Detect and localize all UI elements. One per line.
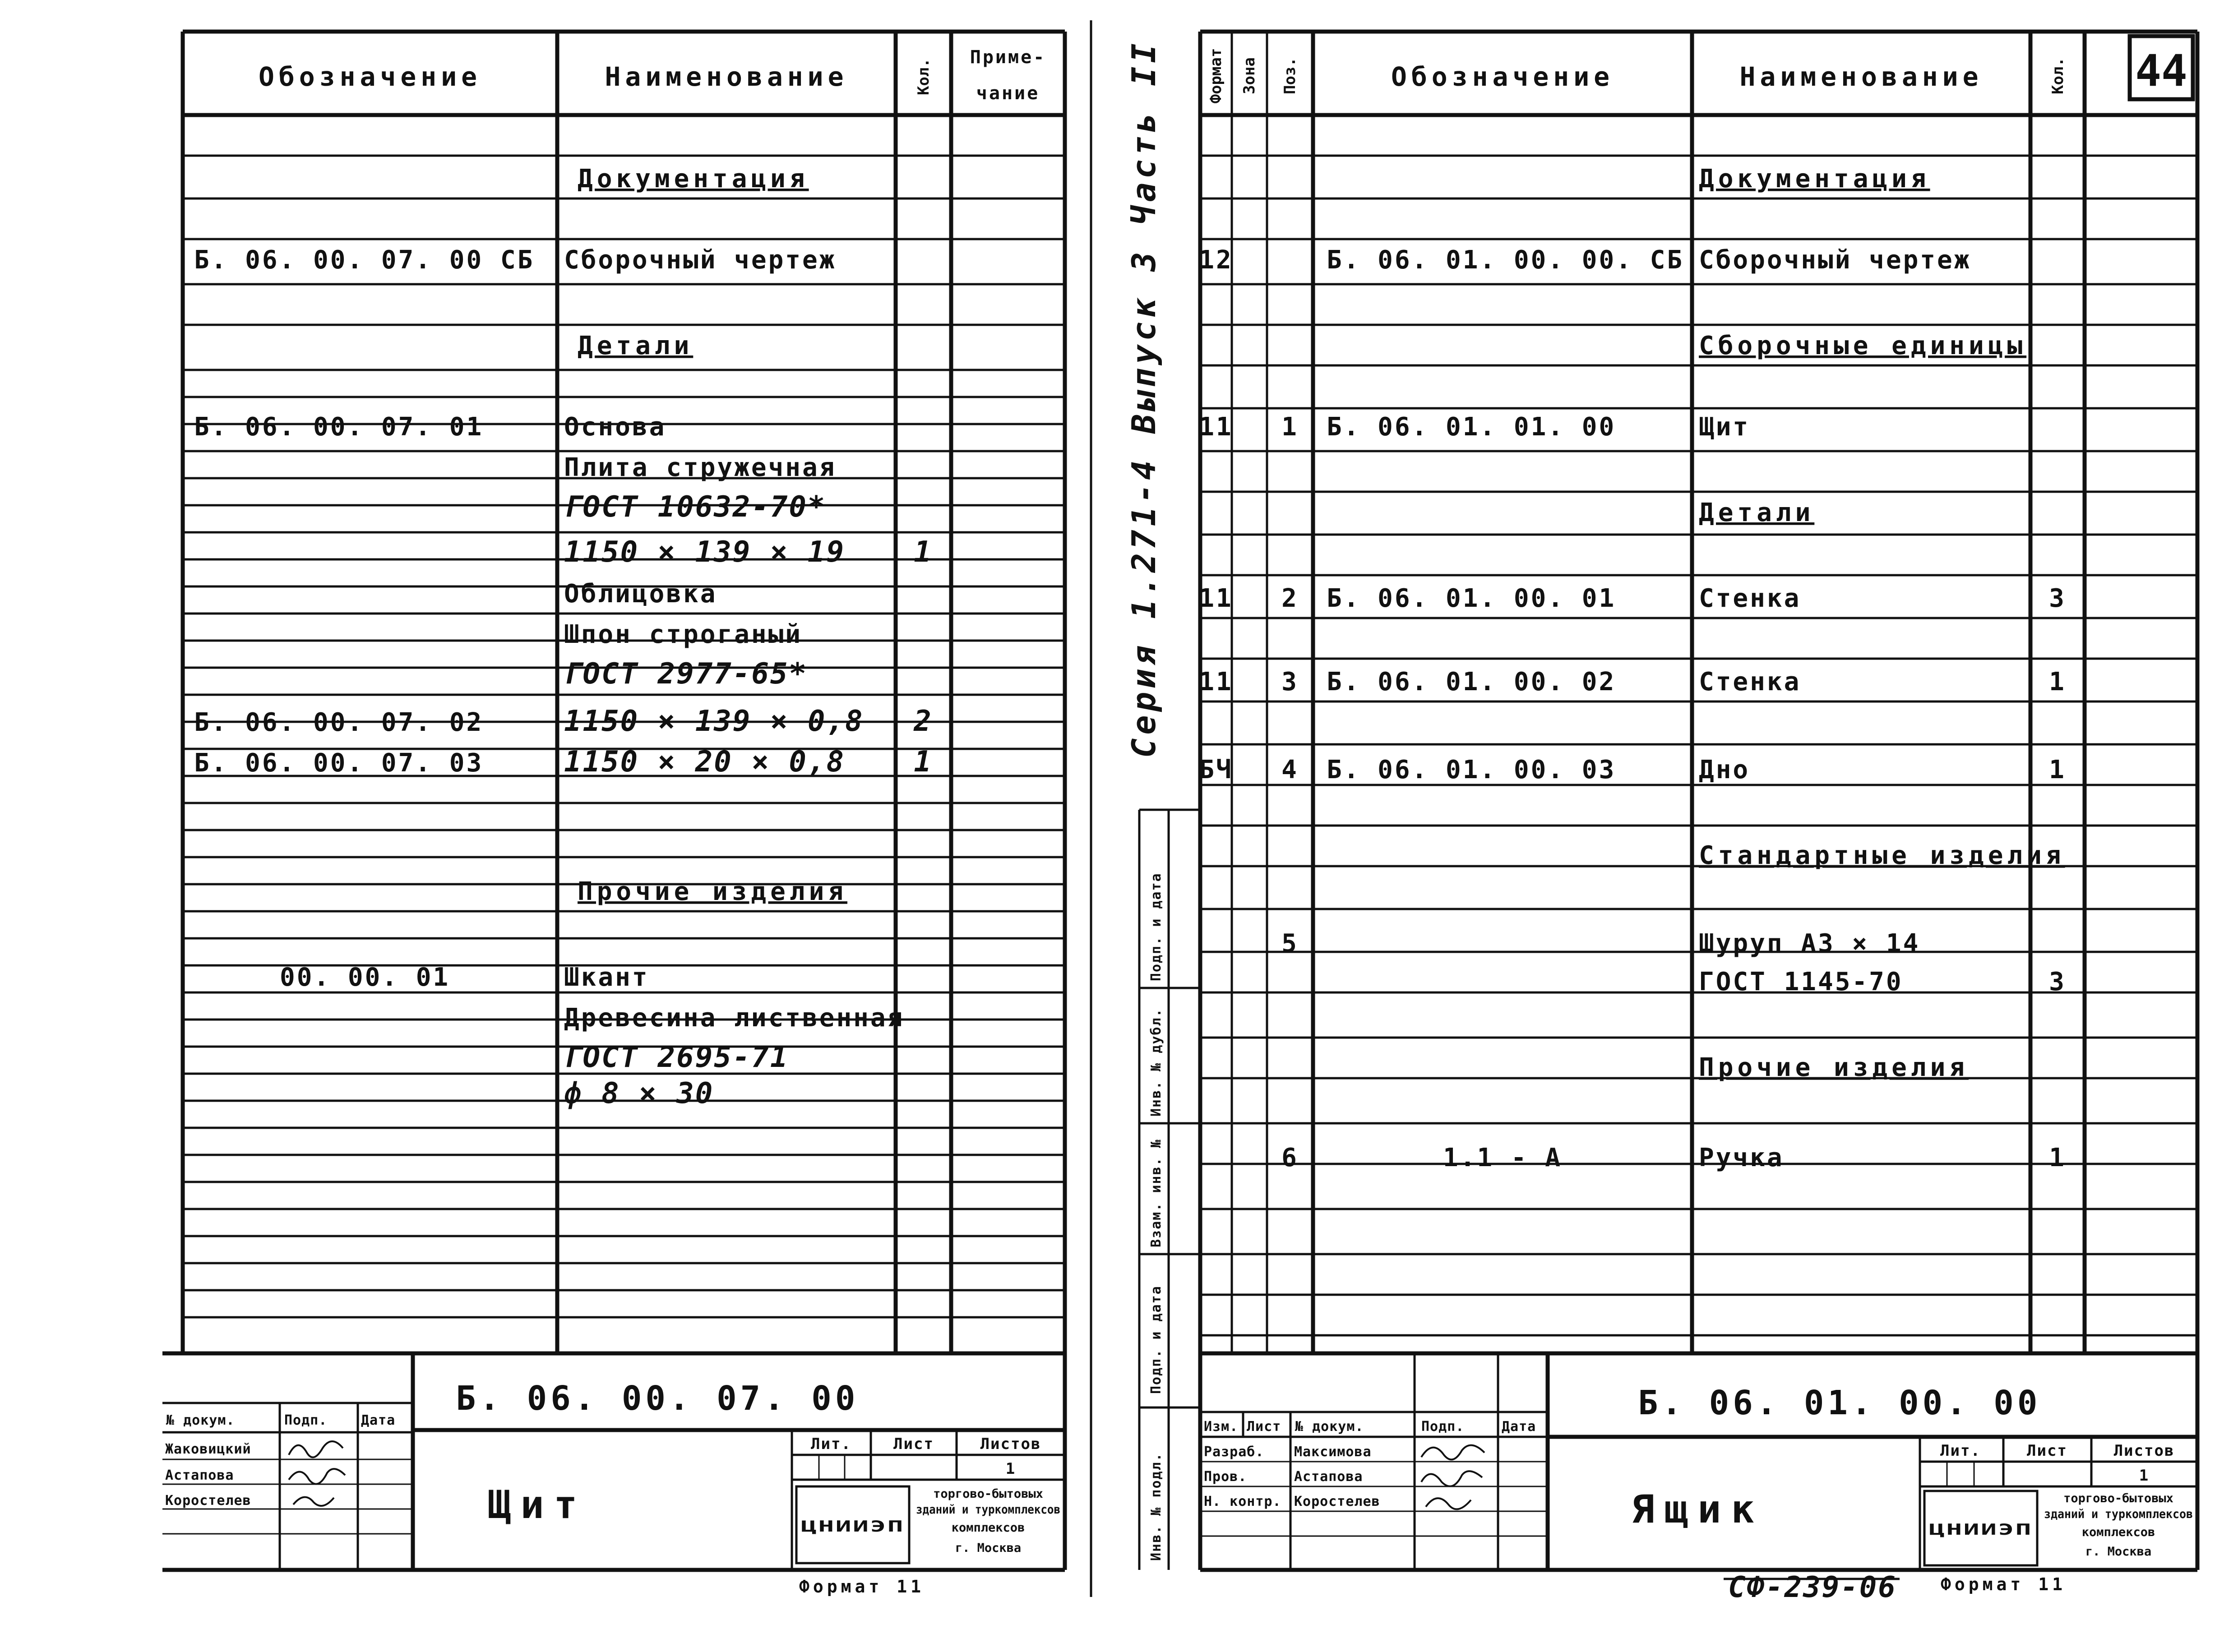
right-row-qty: 3	[2049, 967, 2066, 997]
section-heading: Прочие изделия	[578, 877, 848, 906]
left-drawing-code: Б. 06. 00. 07. 00	[456, 1379, 859, 1418]
right-row-designation: Б. 06. 01. 00. 03	[1327, 755, 1616, 784]
left-row-designation: Б. 06. 00. 07. 01	[194, 412, 484, 442]
signature-2	[289, 1469, 345, 1484]
right-role-1: Разраб.	[1204, 1444, 1264, 1460]
section-heading: Детали	[578, 331, 694, 360]
left-lit: Лит.	[811, 1435, 851, 1453]
right-row-pos: 6	[1281, 1143, 1299, 1172]
left-format: Формат 11	[799, 1577, 925, 1597]
left-title-block	[162, 1353, 1065, 1597]
left-row-name: Сборочный чертеж	[564, 245, 837, 275]
right-row-designation: Б. 06. 01. 00. 00. СБ	[1327, 245, 1684, 275]
signature-1	[289, 1441, 343, 1457]
right-row-pos: 3	[1281, 667, 1299, 697]
right-row-designation: 1.1 - А	[1443, 1143, 1563, 1172]
left-specification	[162, 32, 1065, 1597]
right-item-name: Ящик	[1631, 1487, 1765, 1532]
right-sheet: Лист	[2027, 1442, 2067, 1460]
header-format: Формат	[1207, 48, 1225, 104]
left-row-qty: 1	[914, 745, 933, 779]
stamp-sign-2: Подп. и дата	[1148, 872, 1164, 981]
right-col-izm: Изм.	[1204, 1419, 1239, 1435]
right-row-format: 11	[1199, 412, 1233, 442]
left-org-1: торгово-бытовых	[933, 1487, 1043, 1501]
right-row-name: Стенка	[1699, 667, 1801, 697]
header-name: Наименование	[605, 61, 848, 92]
right-col-sign: Подп.	[1421, 1419, 1465, 1435]
section-heading: Детали	[1699, 498, 1815, 527]
right-row-format: 12	[1199, 245, 1233, 275]
left-row-name: Древесина лиственная	[564, 1003, 905, 1033]
right-row-format: 11	[1199, 667, 1233, 697]
left-logo: ЦНИИЭП	[801, 1518, 905, 1536]
bottom-code: СФ-239-06	[1728, 1571, 1897, 1604]
stamp-dup: Инв. № дубл.	[1148, 1008, 1164, 1117]
right-col-date: Дата	[1502, 1419, 1536, 1435]
right-row-name: Щит	[1699, 412, 1750, 442]
right-format: Формат 11	[1941, 1574, 2066, 1594]
signature-r1	[1421, 1445, 1484, 1460]
page-number: 44	[2135, 46, 2187, 96]
left-col-sign: Подп.	[284, 1412, 328, 1428]
header-designation: Обозначение	[258, 61, 482, 92]
right-role-2: Пров.	[1204, 1469, 1247, 1485]
left-row-name: ф 8 × 30	[564, 1077, 714, 1110]
left-row-name: ГОСТ 2977-65*	[564, 657, 808, 691]
right-role-3: Н. контр.	[1204, 1494, 1281, 1509]
left-row-designation: Б. 06. 00. 07. 03	[194, 748, 484, 778]
inventory-stamp	[1139, 810, 1200, 1570]
right-row-name: ГОСТ 1145-70	[1699, 967, 1903, 997]
right-row-qty: 1	[2049, 755, 2066, 784]
stamp-sign-1: Подп. и дата	[1148, 1285, 1164, 1394]
left-row-designation: Б. 06. 00. 07. 00 СБ	[194, 245, 535, 275]
right-row-qty: 1	[2049, 667, 2066, 697]
right-row-qty: 1	[2049, 1143, 2066, 1172]
left-item-name: Щит	[487, 1482, 587, 1527]
left-row-qty: 2	[914, 705, 933, 738]
section-heading: Прочие изделия	[1699, 1053, 1969, 1082]
section-heading: Сборочные единицы	[1699, 331, 2027, 360]
right-row-format: 11	[1199, 584, 1233, 613]
right-org-4: г. Москва	[2085, 1545, 2152, 1559]
left-sheets-value: 1	[1005, 1460, 1016, 1478]
left-row-name: Облицовка	[564, 579, 717, 609]
left-row-designation: Б. 06. 00. 07. 02	[194, 708, 484, 737]
right-row-pos: 5	[1281, 929, 1299, 958]
signature-r2	[1421, 1471, 1482, 1486]
right-org-2: зданий и туркомплексов	[2044, 1507, 2193, 1521]
section-heading: Документация	[578, 164, 809, 194]
right-col-list: Лист	[1247, 1419, 1281, 1435]
signature-r3	[1426, 1498, 1471, 1509]
signature-3	[293, 1497, 334, 1506]
left-row-name: Шкант	[564, 963, 649, 992]
left-sheet: Лист	[893, 1435, 934, 1453]
left-sheets: Листов	[980, 1435, 1041, 1453]
left-row-name: ГОСТ 2695-71	[564, 1041, 789, 1074]
left-col-date: Дата	[361, 1412, 396, 1428]
right-lit: Лит.	[1940, 1442, 1981, 1460]
right-org-3: комплексов	[2081, 1525, 2155, 1539]
left-row-name: Основа	[564, 412, 666, 442]
left-row-qty: 1	[914, 535, 933, 569]
right-org-1: торгово-бытовых	[2063, 1491, 2173, 1505]
right-row-name: Ручка	[1699, 1143, 1784, 1172]
series-label: Серия 1.271-4 Выпуск 3 Часть II	[1125, 40, 1163, 758]
header-qty-r: Кол.	[2049, 57, 2067, 94]
left-row-name: ГОСТ 10632-70*	[564, 490, 827, 524]
header-name-r: Наименование	[1739, 61, 1983, 92]
left-row-name: 1150 × 20 × 0,8	[564, 745, 845, 779]
left-col-doc: № докум.	[166, 1412, 235, 1428]
right-row-pos: 4	[1281, 755, 1299, 784]
right-row-designation: Б. 06. 01. 01. 00	[1327, 412, 1616, 442]
header-qty: Кол.	[915, 58, 933, 95]
right-col-doc: № докум.	[1295, 1419, 1364, 1435]
section-heading: Стандартные изделия	[1699, 841, 2065, 870]
right-sheets: Листов	[2113, 1442, 2175, 1460]
right-row-designation: Б. 06. 01. 00. 01	[1327, 584, 1616, 613]
stamp-replace: Взам. инв. №	[1148, 1139, 1164, 1247]
right-logo: ЦНИИЭП	[1929, 1521, 2033, 1539]
right-sheets-value: 1	[2139, 1467, 2150, 1485]
left-org-4: г. Москва	[955, 1541, 1022, 1555]
right-row-pos: 1	[1281, 412, 1299, 442]
header-note-2: чание	[976, 83, 1040, 104]
right-row-pos: 2	[1281, 584, 1299, 613]
right-row-qty: 3	[2049, 584, 2066, 613]
right-specification	[1125, 32, 2197, 1604]
left-row-name: Плита стружечная	[564, 453, 837, 482]
right-row-name: Стенка	[1699, 584, 1801, 613]
left-org-2: зданий и туркомплексов	[916, 1503, 1060, 1517]
left-person-1: Жаковицкий	[165, 1441, 251, 1457]
section-heading: Документация	[1699, 164, 1930, 194]
right-person-1: Максимова	[1294, 1444, 1372, 1460]
right-drawing-code: Б. 06. 01. 00. 00	[1638, 1384, 2041, 1422]
left-person-3: Коростелев	[165, 1493, 251, 1509]
right-person-2: Астапова	[1294, 1469, 1363, 1485]
header-zone: Зона	[1240, 57, 1258, 94]
left-row-name: 1150 × 139 × 0,8	[564, 705, 864, 738]
header-pos: Поз.	[1281, 57, 1299, 94]
left-row-name: Шпон строганый	[564, 620, 803, 649]
right-row-name: Дно	[1699, 755, 1750, 784]
header-designation-r: Обозначение	[1391, 61, 1614, 92]
left-row-name: 1150 × 139 × 19	[564, 535, 845, 569]
left-person-2: Астапова	[165, 1467, 234, 1483]
right-row-format: БЧ	[1199, 755, 1233, 784]
header-note-1: Приме-	[970, 47, 1046, 68]
right-person-3: Коростелев	[1294, 1494, 1380, 1509]
right-row-designation: Б. 06. 01. 00. 02	[1327, 667, 1616, 697]
left-row-designation: 00. 00. 01	[280, 963, 450, 992]
right-title-block	[1200, 1353, 2197, 1604]
left-org-3: комплексов	[951, 1521, 1025, 1535]
right-row-name: Сборочный чертеж	[1699, 245, 1971, 275]
right-row-name: Шуруп А3 × 14	[1699, 929, 1920, 958]
stamp-inv: Инв. № подл.	[1148, 1452, 1164, 1561]
